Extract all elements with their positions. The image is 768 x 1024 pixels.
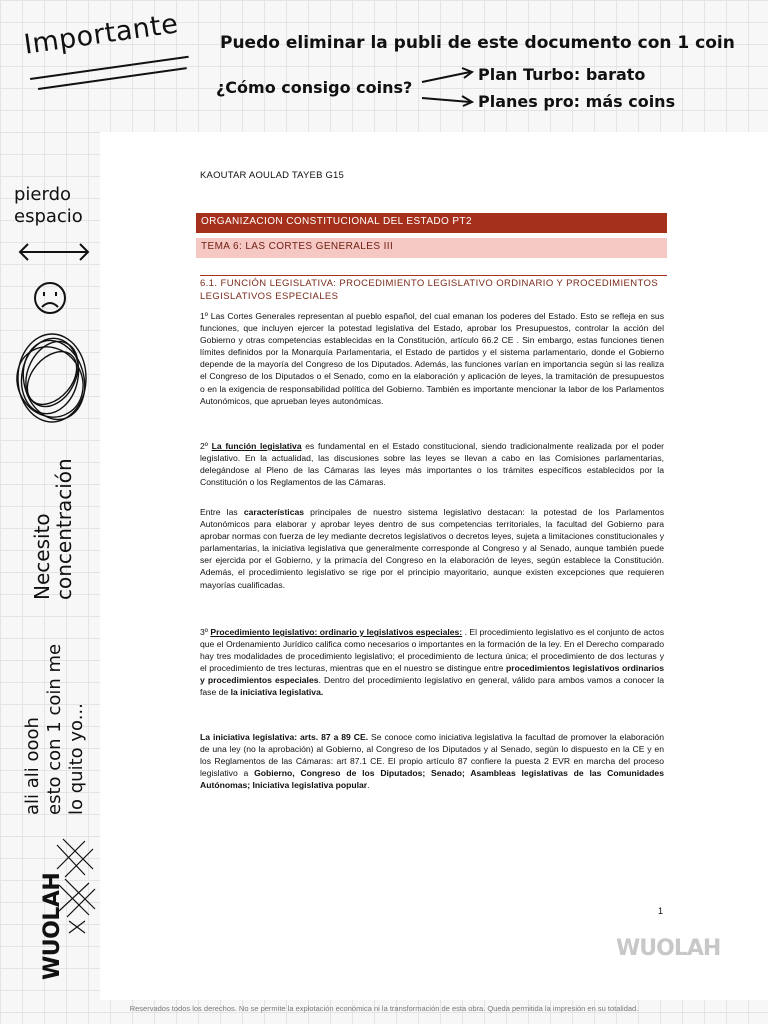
document-title: ORGANIZACION CONSTITUCIONAL DEL ESTADO PT2 <box>196 213 667 233</box>
sidebar-necesito: Necesito <box>30 513 54 600</box>
bold-term: La iniciativa legislativa: arts. 87 a 89 CE. <box>200 732 369 742</box>
ad-banner[interactable] <box>0 0 768 132</box>
planes-pro-link[interactable]: Planes pro: más coins <box>478 92 676 111</box>
underline-stroke <box>30 56 189 80</box>
banner-question: ¿Cómo consigo coins? <box>216 78 413 97</box>
paragraph-1: 1º Las Cortes Generales representan al pueblo español, del cual emanan los poderes del Estado. Esto se refleja en sus funciones, que incluyen ejercer la potestad legislativa del Estado, aprobar los Presupuestos, controlar la acción del Gobierno y otras competencias establecidas en la Constitución, artículo 66.2 CE . Sin embargo, estas funciones tienen límites definidos por la Monarquía Parlamentaria, el Estado de partidos y el sistema parlamentario, donde el Gobierno depende de la mayoría del Congreso de los Diputados. Además, las funciones varían en importancia según si las realiza el Congreso de los Diputados o el Senado, como en la elaboración y aplicación de leyes, la tramitación de presupuestos o en la exigencia de responsabilidad política del Gobierno. También es importante mencionar la labor de los Parlamentos Autonómicos, que aprueban leyes autonómicas. <box>200 311 664 406</box>
text-span: es fundamental en el Estado constitucional, siendo tradicionalmente realizada por el poder legislativo. En la actualidad, las discusiones sobre las leyes se llevan a cabo en las Comisiones parlamentarias, delegándose al Pleno de las Cámaras las leyes más importantes o los trámites específicos establecidos por la Constitución o los Reglamentos de las Cámaras. <box>200 441 664 488</box>
sidebar-line: espacio <box>14 206 83 227</box>
double-arrow-icon <box>16 240 92 264</box>
text-span: 3º <box>200 627 211 637</box>
sidebar-text-pierdo <box>14 184 83 228</box>
plan-turbo-link[interactable]: Plan Turbo: barato <box>478 65 646 84</box>
wuolah-watermark-logo: WUOLAH <box>616 936 721 961</box>
text-span: . El procedimiento legislativo es el conjunto de actos que el Ordenamiento Jurídico califica como necesarios o importantes en la formación de la ley. En el Derecho comparado hay tres modalidades de procedimiento legislativo; el procedimiento de lectura única; el procedimiento de dos lecturas y el procedimiento de tres lecturas, mientras que en el nuestro se distingue entre <box>200 627 664 674</box>
sidebar-line: pierdo <box>14 184 72 205</box>
document-subtitle: TEMA 6: LAS CORTES GENERALES III <box>196 238 667 258</box>
text-span: principales de nuestro sistema legislativo destacan: la potestad de los Parlamentos Autonómicos para elaborar y aprobar leyes dentro de sus competencias territoriales, la facultad del Gobierno para aprobar normas con fuerza de ley mediante decretos legislativos o decretos leyes, sujeta a limitaciones constitucionales y parlamentarias, la iniciativa legislativa que generalmente corresponde al Congreso y al Senado, aunque también puede ser ejercida por el Gobierno, y la primacía del Congreso en la elaboración de leyes, según establece la Constitución. Además, el procedimiento legislativo se rige por el principio mayoritario, aunque existen excepciones que requieren mayorías cualificadas. <box>200 507 664 590</box>
page-number: 1 <box>658 906 664 916</box>
sidebar-ali: ali ali oooh <box>22 717 43 815</box>
section-heading: 6.1. FUNCIÓN LEGISLATIVA: PROCEDIMIENTO LEGISLATIVO ORDINARIO Y PROCEDIMIENTOS LEGISLATIVOS ESPECIALES <box>200 275 667 303</box>
text-span: Entre las <box>200 507 244 517</box>
paragraph-3 <box>200 506 664 591</box>
copyright-footer: Reservados todos los derechos. No se permite la explotación económica ni la transformación de esta obra. Queda permitida la impresión en su totalidad. <box>129 1004 639 1013</box>
paragraph-4 <box>200 626 664 699</box>
arrow-right-icon <box>420 92 476 108</box>
bold-term: Gobierno, Congreso de los Diputados; Senado; Asambleas legislativas de las Comunidades Autónomas; Iniciativa legislativa popular <box>200 768 664 791</box>
bold-term: Procedimiento legislativo: ordinario y legislativos especiales: <box>210 627 463 637</box>
paragraph-2 <box>200 440 664 488</box>
sidebar-concentracion: concentración <box>52 458 76 600</box>
text-span: 2º <box>200 441 212 451</box>
author-name: KAOUTAR AOULAD TAYEB G15 <box>200 170 345 181</box>
text-span: . Dentro del procedimiento legislativo en general, válido para ambos vamos a conocer la fase de <box>200 675 664 698</box>
paragraph-5 <box>200 731 664 791</box>
bold-term: La función legislativa <box>211 441 302 451</box>
scribble-icon <box>10 322 94 434</box>
sidebar-quito: lo quito yo... <box>66 703 87 815</box>
bold-term: la iniciativa legislativa. <box>230 687 324 698</box>
sidebar-brand-logo: WUOLAH <box>40 872 65 980</box>
sad-face-icon <box>30 280 70 316</box>
bold-term: procedimientos legislativos ordinarios y procedimientos especiales <box>200 663 664 686</box>
sidebar-esto: esto con 1 coin me <box>44 643 65 815</box>
text-span: . <box>367 780 370 791</box>
importante-label: Importante <box>22 8 181 61</box>
arrow-right-icon <box>420 66 476 86</box>
text-span: Se conoce como iniciativa legislativa la facultad de promover la elaboración de una ley (no la aprobación) al Gobierno, al Congreso de los Diputados y al Senado, según lo dispuesto en la CE y en los Reglamentos de las Cámaras: art 87.1 CE. El propio artículo 87 confiere la puesta 2 EVR en marcha del proceso legislativo a <box>200 732 664 779</box>
underline-stroke <box>38 67 187 90</box>
bold-term: características <box>243 507 305 517</box>
banner-headline: Puedo eliminar la publi de este documento con 1 coin <box>220 33 735 53</box>
